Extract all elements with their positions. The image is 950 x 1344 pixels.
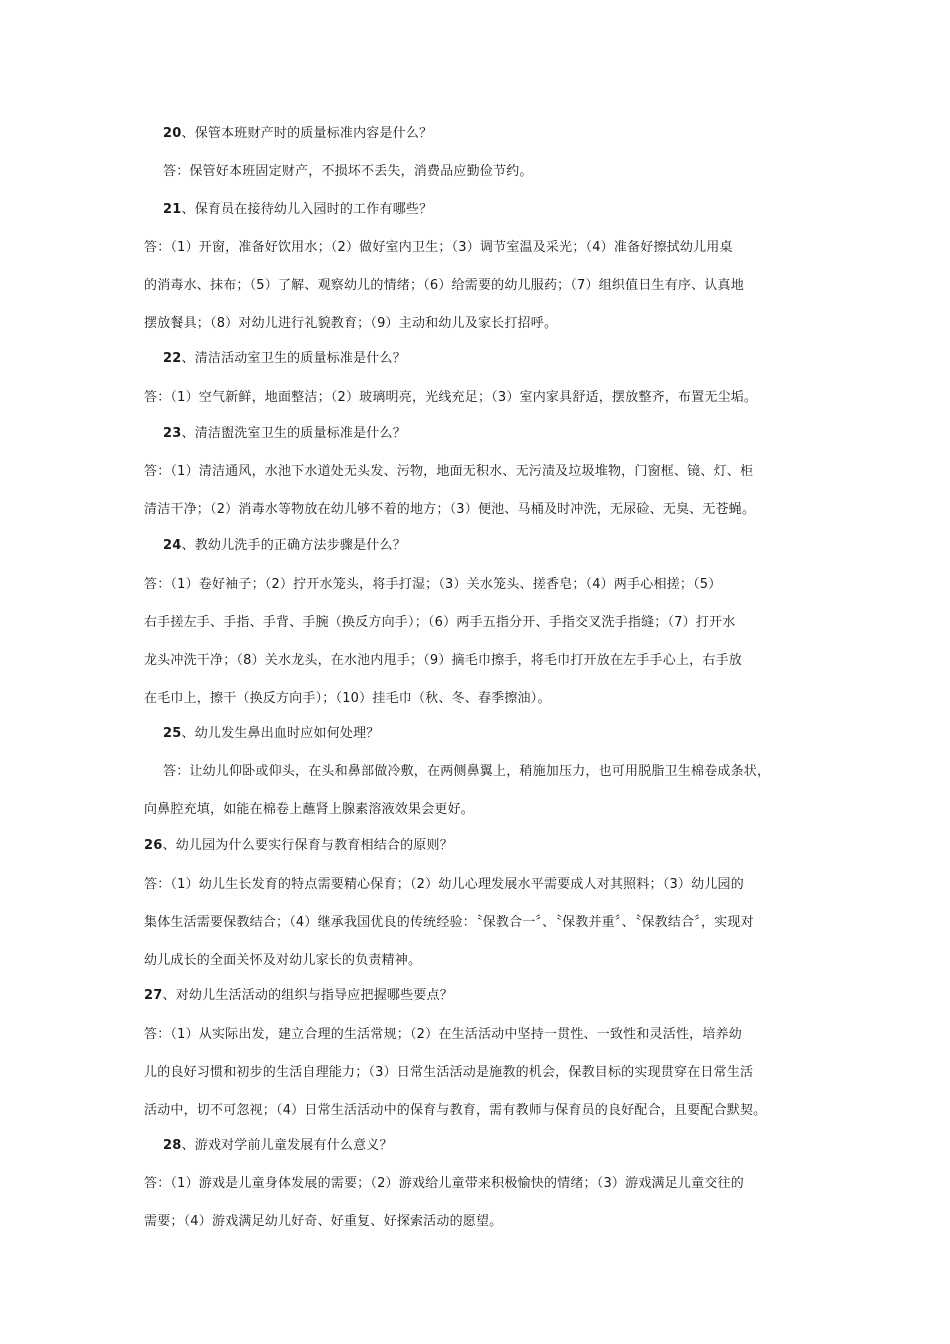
question-26 [144,837,453,855]
answer-23-line-1: 答：（1）清洁通风，水池下水道处无头发、污物，地面无积水、无污渍及垃圾堆物，门窗框、镜、灯、柜 [144,464,754,479]
question-text: 、对幼儿生活活动的组织与指导应把握哪些要点？ [162,988,453,1003]
answer-24-line-2: 右手搓左手、手指、手背、手腕（换反方向手）；（6）两手五指分开、手指交叉洗手指缝；（7）打开水 [144,615,736,630]
question-number: 26 [144,838,163,853]
question-number: 22 [163,351,182,366]
question-text: 、保育员在接待幼儿入园时的工作有哪些？ [181,202,433,217]
answer-20-line-1: 答：保管好本班固定财产，不损坏不丢失，消费品应勤俭节约。 [163,164,533,179]
question-text: 、游戏对学前儿童发展有什么意义？ [181,1138,393,1153]
question-number: 23 [163,426,182,441]
question-text: 、保管本班财产时的质量标准内容是什么？ [181,126,433,141]
answer-26-line-1: 答：（1）幼儿生长发育的特点需要精心保育；（2）幼儿心理发展水平需要成人对其照料；（3）幼儿园的 [144,877,744,892]
answer-22-line-1: 答：（1）空气新鲜，地面整洁；（2）玻璃明亮，光线充足；（3）室内家具舒适，摆放整齐，布置无尘垢。 [144,390,758,405]
question-text: 、幼儿发生鼻出血时应如何处理？ [181,726,380,741]
question-28 [163,1137,393,1155]
question-23 [163,425,406,443]
answer-27-line-2: 儿的良好习惯和初步的生活自理能力；（3）日常生活活动是施教的机会，保教目标的实现贯穿在日常生活 [144,1065,754,1080]
question-text: 、清洁盥洗室卫生的质量标准是什么？ [181,426,406,441]
question-number: 28 [163,1138,182,1153]
answer-21-line-3: 摆放餐具；（8）对幼儿进行礼貌教育；（9）主动和幼儿及家长打招呼。 [144,316,558,331]
answer-26-line-3: 幼儿成长的全面关怀及对幼儿家长的负责精神。 [144,953,422,968]
answer-27-line-1: 答：（1）从实际出发，建立合理的生活常规；（2）在生活活动中坚持一贯性、一致性和灵活性，培养幼 [144,1027,742,1042]
question-21 [163,201,432,219]
answer-26-line-2: 集体生活需要保教结合；（4）继承我国优良的传统经验：〝保教合一〞、〝保教并重〞、〝保教结合〞，实现对 [144,915,754,930]
answer-21-line-2: 的消毒水、抹布；（5）了解、观察幼儿的情绪；（6）给需要的幼儿服药；（7）组织值日生有序、认真地 [144,278,744,293]
answer-24-line-3: 龙头冲洗干净；（8）关水龙头，在水池内甩手；（9）摘毛巾擦手，将毛巾打开放在左手手心上，右手放 [144,653,742,668]
question-number: 21 [163,202,182,217]
question-22 [163,350,406,368]
question-number: 20 [163,126,182,141]
answer-27-line-3: 活动中，切不可忽视；（4）日常生活活动中的保育与教育，需有教师与保育员的良好配合，且要配合默契。 [144,1103,767,1118]
question-27 [144,987,453,1005]
answer-28-line-1: 答：（1）游戏是儿童身体发展的需要；（2）游戏给儿童带来积极愉快的情绪；（3）游戏满足儿童交往的 [144,1176,744,1191]
question-text: 、清洁活动室卫生的质量标准是什么？ [181,351,406,366]
question-number: 24 [163,538,182,553]
answer-21-line-1: 答：（1）开窗，准备好饮用水；（2）做好室内卫生；（3）调节室温及采光；（4）准备好擦拭幼儿用桌 [144,240,733,255]
question-25 [163,725,380,743]
answer-25-line-1: 答：让幼儿仰卧或仰头，在头和鼻部做冷敷，在两侧鼻翼上，稍施加压力，也可用脱脂卫生棉卷成条状， [163,764,771,779]
question-number: 27 [144,988,163,1003]
question-20 [163,125,432,143]
answer-24-line-1: 答：（1）卷好袖子；（2）拧开水笼头，将手打湿；（3）关水笼头、搓香皂；（4）两手心相搓；（5） [144,577,722,592]
question-24 [163,537,406,555]
answer-23-line-2: 清洁干净；（2）消毒水等物放在幼儿够不着的地方；（3）便池、马桶及时冲洗，无尿硷、无臭、无苍蝇。 [144,502,756,517]
question-text: 、幼儿园为什么要实行保育与教育相结合的原则？ [162,838,453,853]
question-number: 25 [163,726,182,741]
answer-25-line-2: 向鼻腔充填，如能在棉卷上蘸肾上腺素溶液效果会更好。 [144,802,475,817]
answer-28-line-2: 需要；（4）游戏满足幼儿好奇、好重复、好探索活动的愿望。 [144,1214,503,1229]
question-text: 、教幼儿洗手的正确方法步骤是什么？ [181,538,406,553]
answer-24-line-4: 在毛巾上，擦干（换反方向手）；（10）挂毛巾（秋、冬、春季擦油）。 [144,691,551,706]
